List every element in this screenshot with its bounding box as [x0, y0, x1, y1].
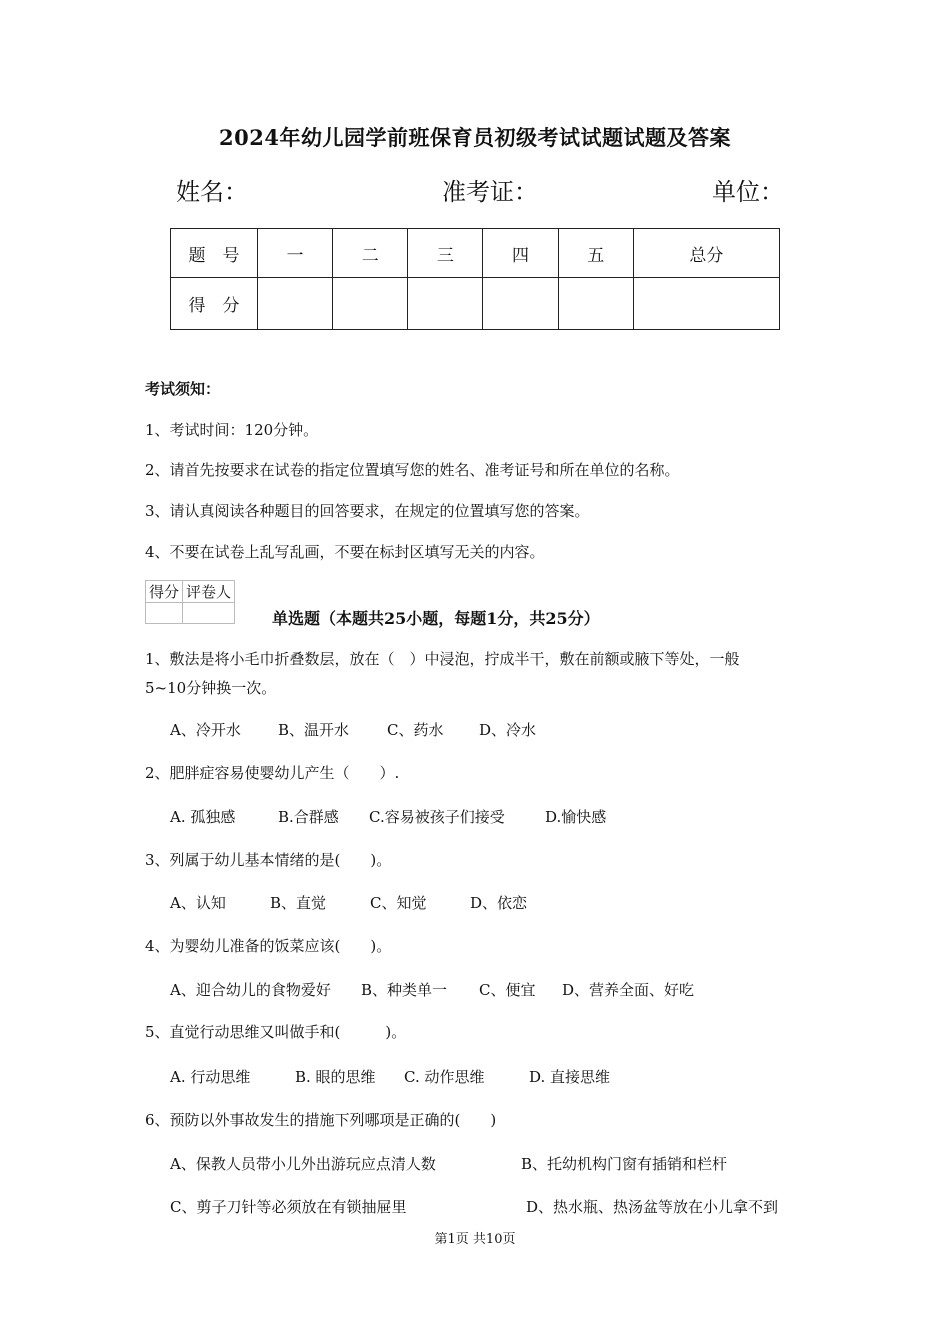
option-a[interactable]: A、冷开水 — [170, 721, 241, 739]
option-c[interactable]: C、药水 — [387, 721, 444, 739]
option-c[interactable]: C、剪子刀针等必须放在有锁抽屉里 — [170, 1198, 407, 1216]
option-d[interactable]: D、冷水 — [479, 721, 537, 739]
option-d[interactable]: D.愉快感 — [545, 808, 607, 826]
question-stem-cont: 5~10分钟换一次。 — [145, 679, 277, 697]
option-c[interactable]: C. 动作思维 — [404, 1068, 485, 1086]
exam-id-label: 准考证： — [442, 178, 538, 206]
header-cell: 四 — [483, 229, 558, 278]
score-cell[interactable] — [258, 278, 333, 330]
header-cell: 题 号 — [171, 229, 258, 278]
grader-name-cell[interactable] — [183, 603, 235, 624]
question-stem: 5、直觉行动思维又叫做手和( )。 — [145, 1023, 407, 1041]
page-footer: 第1页 共10页 — [434, 1232, 516, 1247]
section-title: 单选题（本题共25小题，每题1分，共25分） — [272, 609, 600, 628]
header-cell: 总分 — [633, 229, 779, 278]
option-b[interactable]: B、温开水 — [278, 721, 350, 739]
option-c[interactable]: C、知觉 — [370, 894, 427, 912]
score-cell[interactable] — [633, 278, 779, 330]
notice-heading: 考试须知： — [145, 380, 221, 398]
score-cell[interactable] — [483, 278, 558, 330]
question-stem: 6、预防以外事故发生的措施下列哪项是正确的( ) — [145, 1111, 497, 1129]
grader-score-cell[interactable] — [146, 603, 183, 624]
option-a[interactable]: A、迎合幼儿的食物爱好 — [170, 981, 331, 999]
score-cell[interactable] — [333, 278, 408, 330]
notice-item: 1、考试时间：120分钟。 — [145, 421, 319, 439]
option-b[interactable]: B、种类单一 — [361, 981, 448, 999]
option-d[interactable]: D、营养全面、好吃 — [562, 981, 695, 999]
header-cell: 二 — [333, 229, 408, 278]
header-cell: 一 — [258, 229, 333, 278]
question-stem: 4、为婴幼儿准备的饭菜应该( )。 — [145, 937, 392, 955]
option-c[interactable]: C.容易被孩子们接受 — [369, 808, 505, 826]
notice-item: 2、请首先按要求在试卷的指定位置填写您的姓名、准考证号和所在单位的名称。 — [145, 461, 680, 479]
notice-item: 4、不要在试卷上乱写乱画，不要在标封区填写无关的内容。 — [145, 543, 545, 561]
notice-item: 3、请认真阅读各种题目的回答要求，在规定的位置填写您的答案。 — [145, 502, 590, 520]
option-b[interactable]: B、直觉 — [270, 894, 327, 912]
option-b[interactable]: B.合群感 — [278, 808, 339, 826]
option-d[interactable]: D、热水瓶、热汤盆等放在小儿拿不到 — [526, 1198, 779, 1216]
option-d[interactable]: D、依恋 — [470, 894, 528, 912]
header-cell: 三 — [408, 229, 483, 278]
question-stem: 1、敷法是将小毛巾折叠数层，放在（ ）中浸泡，拧成半干，敷在前额或腋下等处，一般 — [145, 650, 740, 668]
option-a[interactable]: A、认知 — [170, 894, 226, 912]
question-stem: 3、列属于幼儿基本情绪的是( )。 — [145, 851, 392, 869]
option-b[interactable]: B. 眼的思维 — [295, 1068, 376, 1086]
grader-score-label: 得分 — [146, 581, 183, 603]
score-row-label: 得 分 — [171, 278, 258, 330]
option-c[interactable]: C、便宜 — [479, 981, 536, 999]
page-title: 2024年幼儿园学前班保育员初级考试试题试题及答案 — [219, 125, 731, 150]
unit-label: 单位： — [712, 178, 784, 206]
question-stem: 2、肥胖症容易使婴幼儿产生（ ）. — [145, 764, 400, 782]
score-table — [170, 228, 780, 330]
option-d[interactable]: D. 直接思维 — [529, 1068, 611, 1086]
header-cell: 五 — [558, 229, 633, 278]
grader-label: 评卷人 — [183, 581, 235, 603]
score-cell[interactable] — [408, 278, 483, 330]
score-cell[interactable] — [558, 278, 633, 330]
option-b[interactable]: B、托幼机构门窗有插销和栏杆 — [521, 1155, 728, 1173]
option-a[interactable]: A. 行动思维 — [170, 1068, 251, 1086]
score-table-header-row — [171, 229, 780, 278]
name-label: 姓名： — [176, 178, 248, 206]
option-a[interactable]: A. 孤独感 — [170, 808, 236, 826]
grader-box — [145, 580, 235, 624]
score-table-score-row — [171, 278, 780, 330]
option-a[interactable]: A、保教人员带小儿外出游玩应点清人数 — [170, 1155, 436, 1173]
